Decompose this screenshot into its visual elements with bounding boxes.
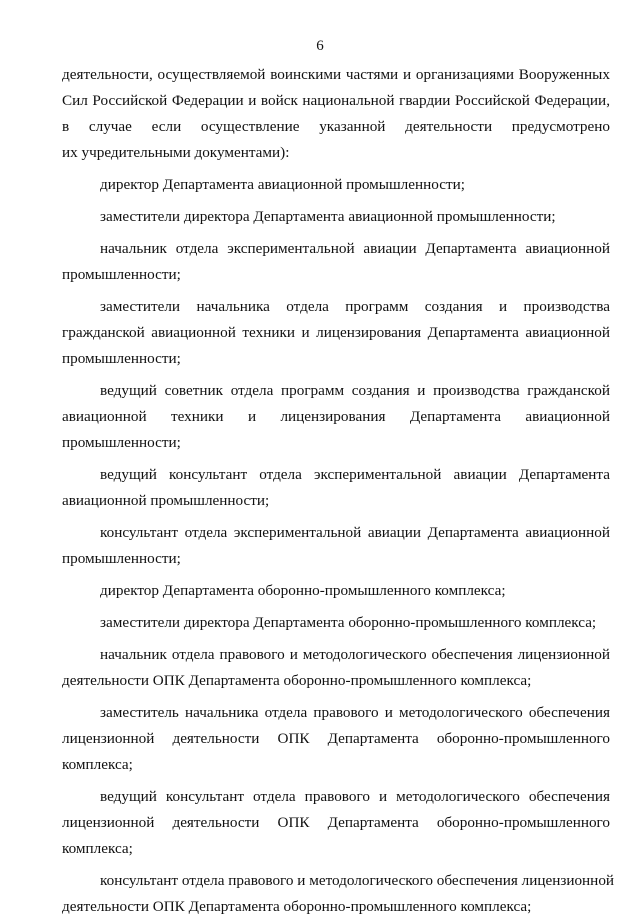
text-line: лицензионной деятельности ОПК Департамента оборонно-промышленного bbox=[62, 814, 610, 831]
text-line: промышленности; bbox=[62, 350, 181, 367]
document-body bbox=[62, 62, 615, 920]
text-line: заместители директора Департамента оборонно-промышленного комплекса; bbox=[100, 614, 597, 631]
text-line: начальник отдела правового и методологического обеспечения лицензионной bbox=[100, 646, 610, 663]
text-line: ведущий советник отдела программ создания и производства гражданской bbox=[100, 382, 610, 399]
text-line: комплекса; bbox=[62, 756, 133, 773]
text-line: заместитель начальника отдела правового и методологического обеспечения bbox=[100, 704, 610, 721]
text-line: ведущий консультант отдела правового и методологического обеспечения bbox=[100, 788, 610, 805]
text-line: заместители начальника отдела программ создания и производства bbox=[100, 298, 610, 315]
text-line: деятельности, осуществляемой воинскими частями и организациями Вооруженных bbox=[62, 66, 610, 83]
text-line: лицензионной деятельности ОПК Департамента оборонно-промышленного bbox=[62, 730, 610, 747]
text-line: консультант отдела правового и методологического обеспечения лицензионной bbox=[100, 872, 615, 889]
text-line: их учредительными документами): bbox=[62, 144, 290, 161]
text-line: директор Департамента авиационной промышленности; bbox=[100, 176, 465, 193]
page-number: 6 bbox=[316, 38, 324, 54]
text-line: промышленности; bbox=[62, 550, 181, 567]
text-line: деятельности ОПК Департамента оборонно-промышленного комплекса; bbox=[62, 898, 532, 915]
text-line: заместители директора Департамента авиационной промышленности; bbox=[100, 208, 556, 225]
text-line: комплекса; bbox=[62, 840, 133, 857]
text-line: Сил Российской Федерации и войск национальной гвардии Российской Федерации, bbox=[62, 92, 610, 109]
text-line: авиационной промышленности; bbox=[62, 492, 270, 509]
text-line: ведущий консультант отдела экспериментальной авиации Департамента bbox=[100, 466, 610, 483]
text-line: авиационной техники и лицензирования Департамента авиационной bbox=[62, 408, 610, 425]
text-line: гражданской авиационной техники и лицензирования Департамента авиационной bbox=[62, 324, 610, 341]
text-line: консультант отдела экспериментальной авиации Департамента авиационной bbox=[100, 524, 610, 541]
text-line: промышленности; bbox=[62, 434, 181, 451]
text-line: промышленности; bbox=[62, 266, 181, 283]
text-line: в случае если осуществление указанной деятельности предусмотрено bbox=[62, 118, 610, 135]
text-line: деятельности ОПК Департамента оборонно-промышленного комплекса; bbox=[62, 672, 532, 689]
text-line: начальник отдела экспериментальной авиации Департамента авиационной bbox=[100, 240, 610, 257]
text-line: директор Департамента оборонно-промышленного комплекса; bbox=[100, 582, 506, 599]
